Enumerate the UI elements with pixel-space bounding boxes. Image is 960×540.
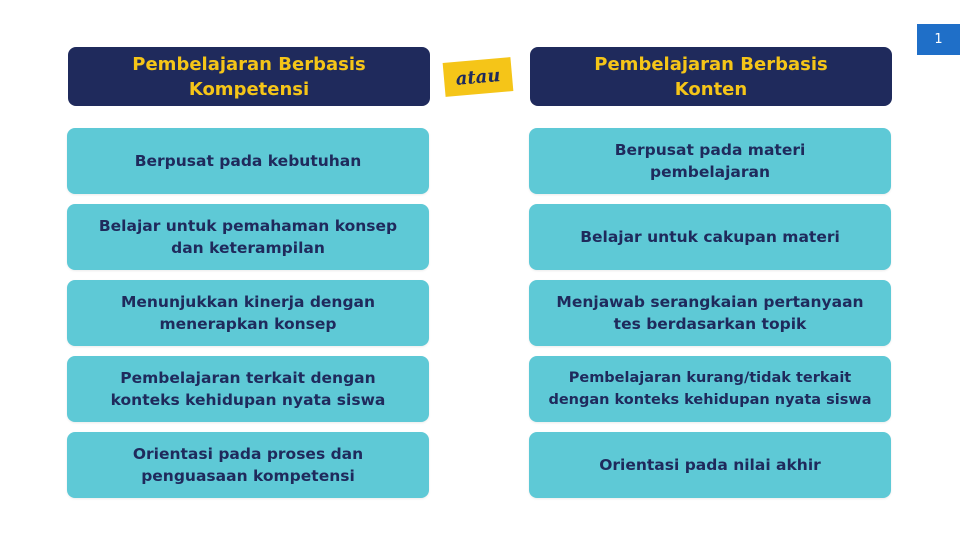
- left-card-4-text: Pembelajaran terkait dengan konteks kehidupan nyata siswa: [110, 369, 386, 409]
- right-card-2: [529, 204, 891, 270]
- left-card-2-text: Belajar untuk pemahaman konsep dan keterampilan: [98, 217, 398, 257]
- header-competency-based-label: Pembelajaran Berbasis Kompetensi: [132, 53, 366, 100]
- left-card-4: [67, 356, 429, 422]
- right-card-3-text: Menjawab serangkaian pertanyaan tes berdasarkan topik: [556, 293, 864, 333]
- right-card-1: [529, 128, 891, 194]
- left-card-5-text: Orientasi pada proses dan penguasaan kompetensi: [132, 445, 364, 485]
- left-card-3-text: Menunjukkan kinerja dengan menerapkan konsep: [120, 293, 376, 333]
- left-card-1-text: Berpusat pada kebutuhan: [134, 152, 362, 170]
- header-content-based-label: Pembelajaran Berbasis Konten: [594, 53, 828, 100]
- left-card-5: [67, 432, 429, 498]
- left-card-2: [67, 204, 429, 270]
- atau-badge: [443, 57, 514, 97]
- right-card-4: [529, 356, 891, 422]
- left-card-3: [67, 280, 429, 346]
- right-card-1-text: Berpusat pada materi pembelajaran: [614, 141, 806, 181]
- left-card-1: [67, 128, 429, 194]
- header-competency-based: [68, 47, 430, 106]
- atau-label: atau: [454, 64, 502, 90]
- right-card-3: [529, 280, 891, 346]
- right-card-2-text: Belajar untuk cakupan materi: [580, 228, 840, 246]
- right-card-4-text: Pembelajaran kurang/tidak terkait dengan konteks kehidupan nyata siswa: [548, 370, 872, 408]
- right-card-5-text: Orientasi pada nilai akhir: [599, 456, 821, 474]
- right-card-5: [529, 432, 891, 498]
- slide-number: 1: [917, 24, 960, 55]
- header-content-based: [530, 47, 892, 106]
